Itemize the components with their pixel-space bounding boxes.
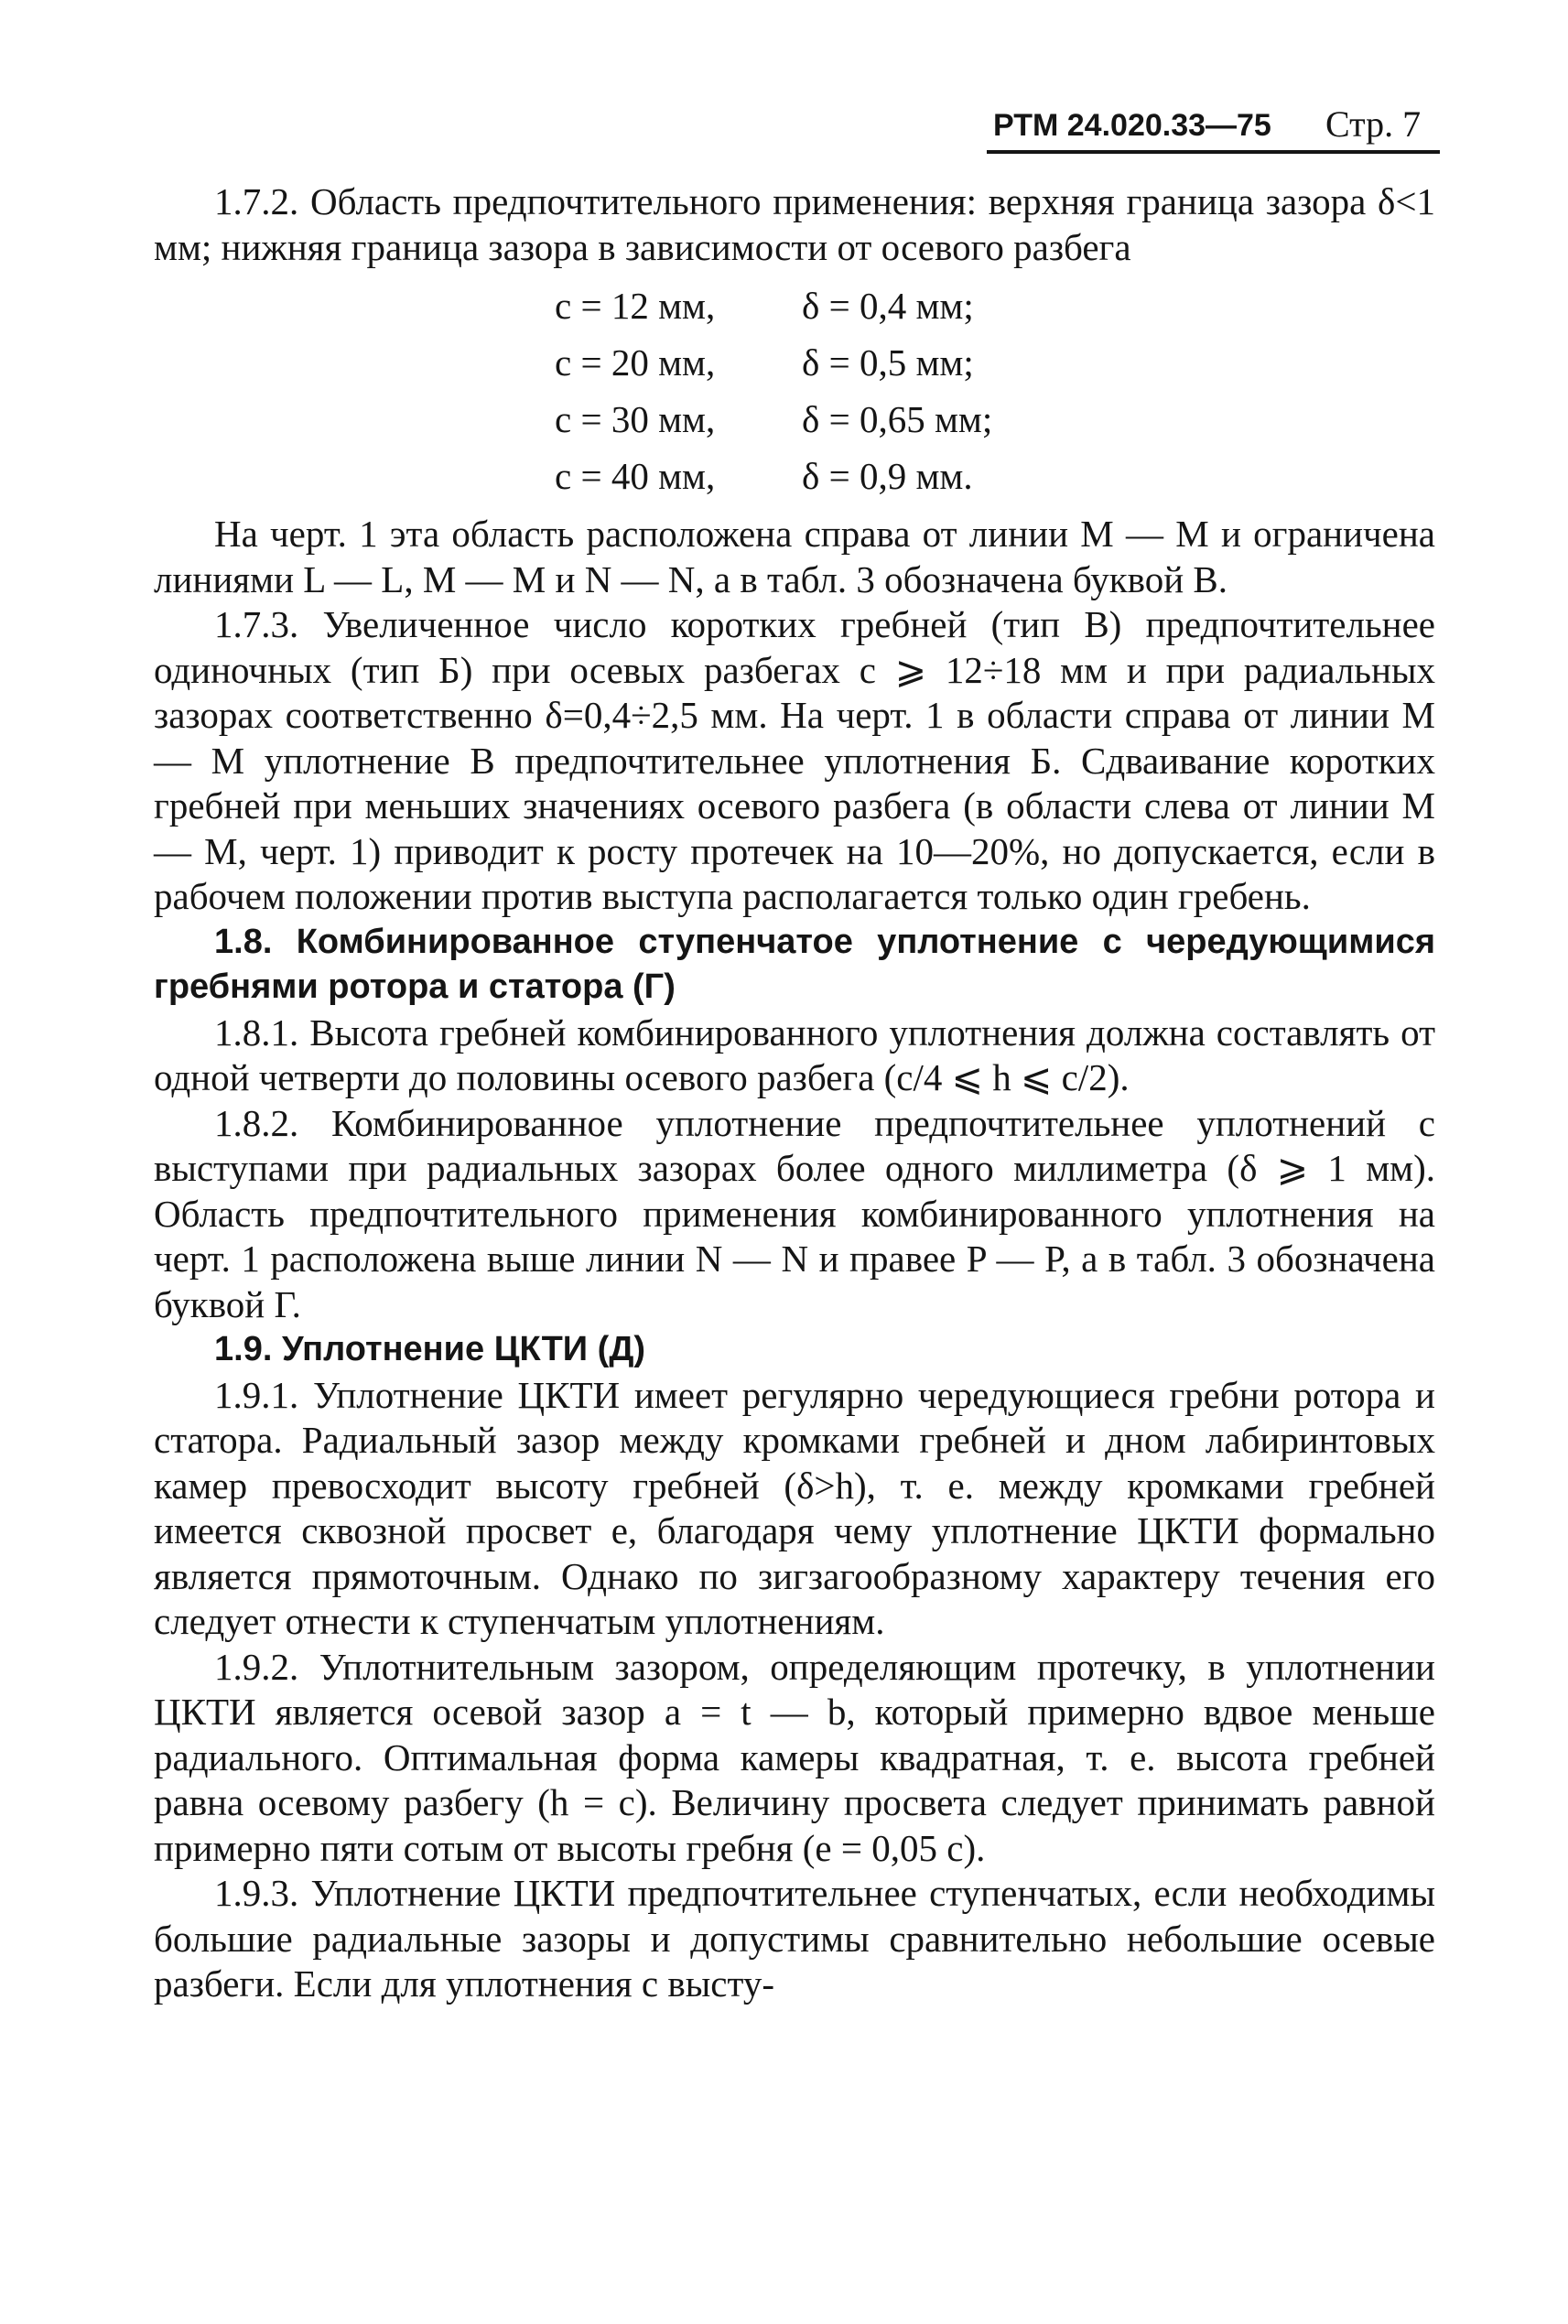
formula-row — [555, 334, 1435, 391]
section-heading-1-9: 1.9. Уплотнение ЦКТИ (Д) — [214, 1330, 646, 1368]
formula-row — [555, 391, 1435, 448]
formula-c: c = 30 мм, — [555, 398, 716, 440]
formula-delta: δ = 0,4 мм; — [802, 285, 974, 327]
paragraph-1-7-2: 1.7.2. Область предпочтительного применения: верхняя граница зазора δ<1 мм; нижняя граница зазора в зависимости от осевого разбега — [154, 180, 1435, 268]
paragraph-1-9-3: 1.9.3. Уплотнение ЦКТИ предпочтительнее ступенчатых, если необходимы большие радиальные зазоры и допустимы сравнительно небольшие осевые разбеги. Если для уплотнения с высту- — [154, 1872, 1435, 2005]
page-header — [975, 103, 1437, 156]
formula-delta: δ = 0,5 мм; — [802, 341, 974, 384]
paragraph-1-9-2: 1.9.2. Уплотнительным зазором, определяющим протечку, в уплотнении ЦКТИ является осевой зазор a = t — b, который примерно вдвое меньше радиального. Оптимальная форма камеры квадратная, т. е. высота гребней равна осевому разбегу (h = c). Величину просвета следует принимать равной примерно пяти сотым от высоты гребня (e = 0,05 c). — [154, 1645, 1435, 1869]
page-number: Стр. 7 — [1325, 103, 1422, 145]
formula-c: c = 40 мм, — [555, 455, 716, 497]
formula-list — [555, 277, 1435, 504]
document-code: РТМ 24.020.33—75 — [993, 108, 1271, 143]
formula-c: c = 20 мм, — [555, 341, 716, 384]
section-heading-1-8: 1.8. Комбинированное ступенчатое уплотнение с чередующимися гребнями ротора и статора (Г) — [154, 922, 1435, 1006]
formula-row — [555, 448, 1435, 504]
formula-delta: δ = 0,9 мм. — [802, 455, 973, 497]
document-body — [154, 179, 1435, 2007]
header-rule — [987, 150, 1440, 154]
formula-c: c = 12 мм, — [555, 285, 716, 327]
paragraph-1-8-1: 1.8.1. Высота гребней комбинированного уплотнения должна составлять от одной четверти до половины осевого разбега (c/4 ⩽ h ⩽ c/2). — [154, 1011, 1435, 1098]
paragraph-1-8-2: 1.8.2. Комбинированное уплотнение предпочтительнее уплотнений с выступами при радиальных зазорах более одного миллиметра (δ ⩾ 1 мм). Область предпочтительного применения комбинированного уплотнения на черт. 1 расположена выше линии N — N и правее P — P, а в табл. 3 обозначена буквой Г. — [154, 1101, 1435, 1325]
paragraph-1-9-1: 1.9.1. Уплотнение ЦКТИ имеет регулярно чередующиеся гребни ротора и статора. Радиальный зазор между кромками гребней и дном лабиринтовых камер превосходит высоту гребней (δ>h), т. е. между кромками гребней имеется сквозной просвет e, благодаря чему уплотнение ЦКТИ формально является прямоточным. Однако по зигзагообразному характеру течения его следует отнести к ступенчатым уплотнениям. — [154, 1373, 1435, 1642]
paragraph-1-7-3: 1.7.3. Увеличенное число коротких гребней (тип B) предпочтительнее одиночных (тип Б) при осевых разбегах c ⩾ 12÷18 мм и при радиальных зазорах соответственно δ=0,4÷2,5 мм. На черт. 1 в области справа от линии M — M уплотнение B предпочтительнее уплотнения Б. Сдваивание коротких гребней при меньших значениях осевого разбега (в области слева от линии M — M, черт. 1) приводит к росту протечек на 10—20%, но допускается, если в рабочем положении против выступа располагается только один гребень. — [154, 603, 1435, 917]
formula-delta: δ = 0,65 мм; — [802, 398, 993, 440]
formula-row — [555, 277, 1435, 334]
paragraph-1-7-2-continued: На черт. 1 эта область расположена справа от линии M — M и ограничена линиями L — L, M — M и N — N, а в табл. 3 обозначена буквой B. — [154, 513, 1435, 600]
